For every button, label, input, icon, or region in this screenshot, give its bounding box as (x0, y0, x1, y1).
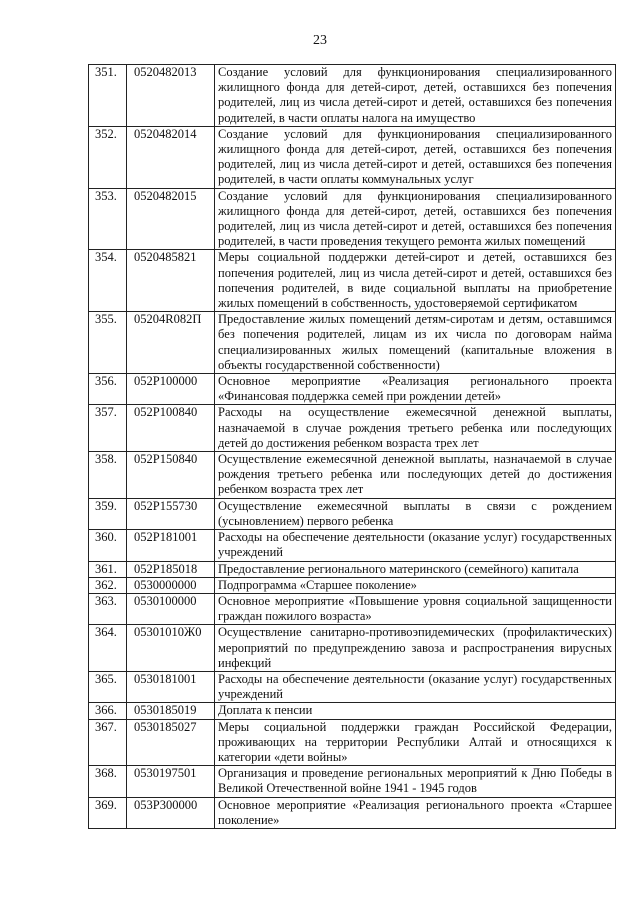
row-number: 352. (89, 126, 127, 188)
budget-code: 052P150840 (127, 452, 215, 499)
row-description: Меры социальной поддержки детей-сирот и детей, оставшихся без попечения родителей, лиц из числа детей-сирот и детей, оставшихся без попечения родителей, в виде социальной выплаты на приобретение жилых помещений в собственность, удостоверяемой сертификатом (215, 250, 616, 312)
table-row (89, 719, 616, 766)
page-number: 23 (313, 33, 327, 48)
row-description: Расходы на осуществление ежемесячной денежной выплаты, назначаемой в случае рождения третьего ребенка или последующих детей до достижения ребенком возраста трех лет (215, 405, 616, 452)
table-row (89, 188, 616, 250)
budget-code: 052P100840 (127, 405, 215, 452)
budget-code: 0530181001 (127, 671, 215, 702)
table-row (89, 126, 616, 188)
table-row (89, 625, 616, 672)
budget-code: 0520485821 (127, 250, 215, 312)
row-number: 368. (89, 766, 127, 797)
budget-code: 052P181001 (127, 530, 215, 561)
row-number: 361. (89, 561, 127, 577)
table-row (89, 312, 616, 374)
row-description: Расходы на обеспечение деятельности (оказание услуг) государственных учреждений (215, 530, 616, 561)
table-row (89, 452, 616, 499)
row-description: Основное мероприятие «Реализация регионального проекта «Старшее поколение» (215, 797, 616, 828)
budget-code: 05301010Ж0 (127, 625, 215, 672)
row-number: 355. (89, 312, 127, 374)
row-description: Осуществление санитарно-противоэпидемических (профилактических) мероприятий по предупреждению завоза и распространения вирусных инфекций (215, 625, 616, 672)
table-row (89, 797, 616, 828)
budget-code: 052P100000 (127, 374, 215, 405)
table-row (89, 65, 616, 127)
row-number: 356. (89, 374, 127, 405)
row-description: Организация и проведение региональных мероприятий к Дню Победы в Великой Отечественной войне 1941 - 1945 годов (215, 766, 616, 797)
row-number: 360. (89, 530, 127, 561)
budget-code: 053P300000 (127, 797, 215, 828)
row-description: Основное мероприятие «Реализация регионального проекта «Финансовая поддержка семей при рождении детей» (215, 374, 616, 405)
row-number: 351. (89, 65, 127, 127)
row-number: 369. (89, 797, 127, 828)
row-description: Предоставление жилых помещений детям-сиротам и детям, оставшимся без попечения родителей, лицам из их числа по договорам найма специализированных жилых помещений (капитальные вложения в объекты государственной собственности) (215, 312, 616, 374)
budget-code: 0520482015 (127, 188, 215, 250)
row-number: 365. (89, 671, 127, 702)
budget-code: 052P185018 (127, 561, 215, 577)
row-description: Предоставление регионального материнского (семейного) капитала (215, 561, 616, 577)
table-row (89, 671, 616, 702)
row-description: Создание условий для функционирования специализированного жилищного фонда для детей-сирот, детей, оставшихся без попечения родителей, лиц из числа детей-сирот и детей, оставшихся без попечения родителей, в части оплаты налога на имущество (215, 65, 616, 127)
table-row (89, 703, 616, 719)
table-row (89, 405, 616, 452)
row-number: 357. (89, 405, 127, 452)
row-number: 363. (89, 593, 127, 624)
budget-code: 0530100000 (127, 593, 215, 624)
budget-code: 0530197501 (127, 766, 215, 797)
budget-code: 0530185027 (127, 719, 215, 766)
row-number: 359. (89, 498, 127, 529)
table-row (89, 498, 616, 529)
budget-codes-table (88, 64, 616, 829)
row-description: Создание условий для функционирования специализированного жилищного фонда для детей-сирот, детей, оставшихся без попечения родителей, лиц из числа детей-сирот и детей, оставшихся без попечения родителей, в части проведения текущего ремонта жилых помещений (215, 188, 616, 250)
row-number: 354. (89, 250, 127, 312)
row-number: 367. (89, 719, 127, 766)
budget-code: 0530185019 (127, 703, 215, 719)
row-description: Осуществление ежемесячной денежной выплаты, назначаемой в случае рождения третьего ребенка или последующих детей до достижения ребенком возраста трех лет (215, 452, 616, 499)
budget-code: 0520482013 (127, 65, 215, 127)
table-row (89, 766, 616, 797)
table-row (89, 250, 616, 312)
row-description: Расходы на обеспечение деятельности (оказание услуг) государственных учреждений (215, 671, 616, 702)
row-description: Осуществление ежемесячной выплаты в связи с рождением (усыновлением) первого ребенка (215, 498, 616, 529)
row-description: Доплата к пенсии (215, 703, 616, 719)
table-row (89, 561, 616, 577)
budget-code: 0520482014 (127, 126, 215, 188)
row-number: 353. (89, 188, 127, 250)
budget-code: 052P155730 (127, 498, 215, 529)
row-number: 366. (89, 703, 127, 719)
row-number: 362. (89, 577, 127, 593)
row-description: Подпрограмма «Старшее поколение» (215, 577, 616, 593)
table-row (89, 593, 616, 624)
row-description: Основное мероприятие «Повышение уровня социальной защищенности граждан пожилого возраста» (215, 593, 616, 624)
row-description: Создание условий для функционирования специализированного жилищного фонда для детей-сирот, детей, оставшихся без попечения родителей, лиц из числа детей-сирот и детей, оставшихся без попечения родителей, в части оплаты коммунальных услуг (215, 126, 616, 188)
table-row (89, 530, 616, 561)
row-number: 358. (89, 452, 127, 499)
row-number: 364. (89, 625, 127, 672)
budget-code: 0530000000 (127, 577, 215, 593)
budget-code: 05204R082П (127, 312, 215, 374)
table-row (89, 374, 616, 405)
table-row (89, 577, 616, 593)
row-description: Меры социальной поддержки граждан Российской Федерации, проживающих на территории Республики Алтай и относящихся к категории «дети войны» (215, 719, 616, 766)
